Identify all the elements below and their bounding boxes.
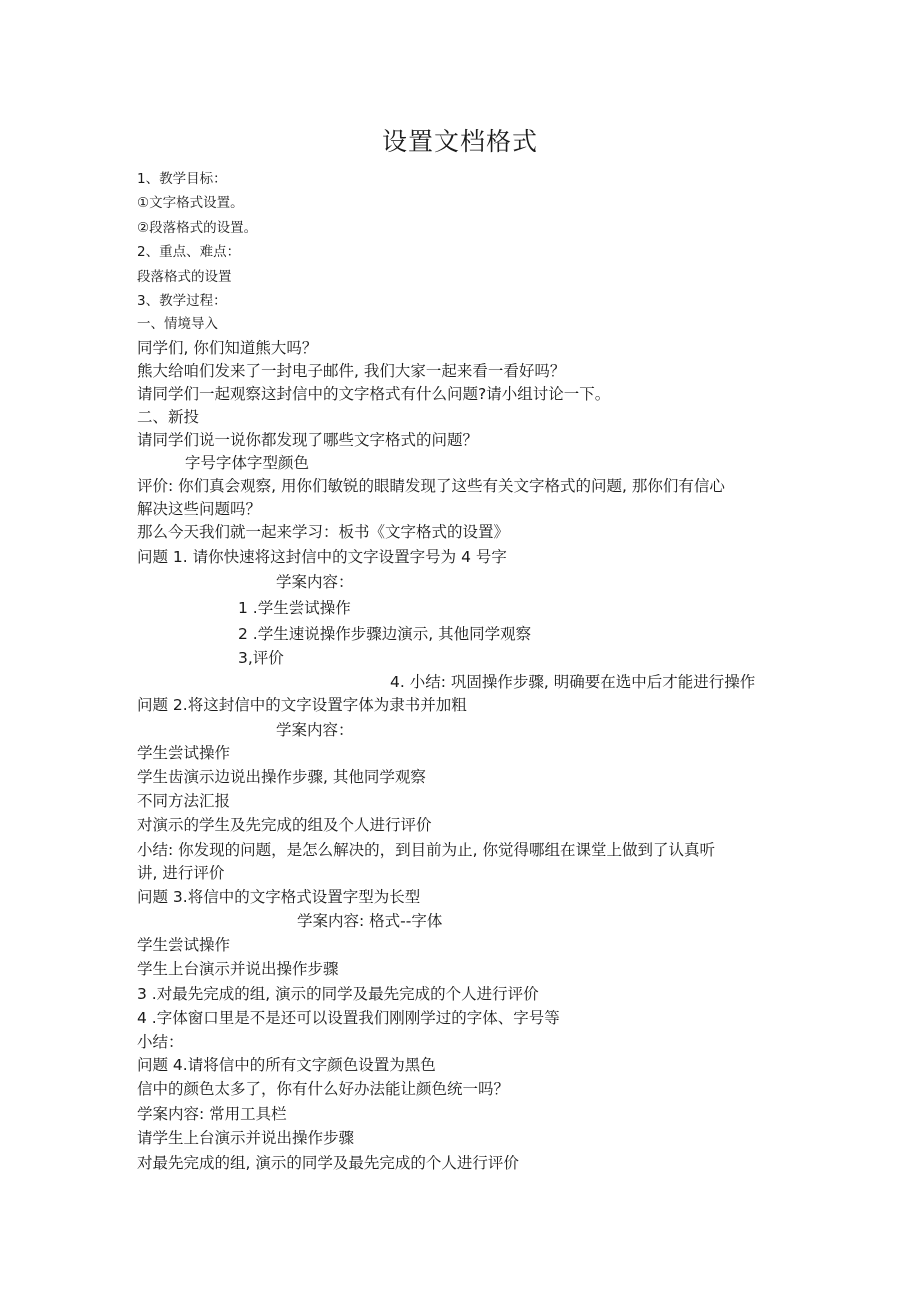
line-text: 同学们, 你们知道熊大吗？: [137, 339, 318, 357]
line-question-2: 问题 2.将这封信中的文字设置字体为隶书并加粗: [137, 696, 467, 714]
line-study-plan: 学案内容: 常用工具栏: [137, 1105, 287, 1123]
line-text: 信中的颜色太多了，你有什么好办法能让颜色统一吗？: [137, 1080, 510, 1098]
line-text: 学生尝试操作: [137, 744, 231, 762]
line-text: 熊大给咱们发来了一封电子邮件, 我们大家一起来看一看好吗？: [137, 362, 566, 380]
line-question-4: 问题 4.请将信中的所有文字颜色设置为黑色: [137, 1056, 436, 1074]
line-study-plan: 学案内容：: [276, 721, 354, 739]
document-title: 设置文档格式: [381, 127, 538, 156]
line-text: 学生尝试操作: [137, 936, 231, 954]
line-section-2: 二、新投: [137, 408, 200, 426]
line-study-plan: 学案内容: 格式--字体: [297, 912, 443, 930]
line-objective-2: ②段落格式的设置。: [137, 220, 258, 236]
line-text: 字号字体字型颜色: [185, 454, 310, 472]
line-study-plan: 学案内容：: [276, 573, 354, 591]
line-step: 3 .对最先完成的组, 演示的同学及最先完成的个人进行评价: [137, 985, 539, 1003]
line-step: 1 .学生尝试操作: [238, 599, 351, 617]
line-summary: 小结：: [137, 1033, 184, 1051]
line-objective-1: ①文字格式设置。: [137, 195, 244, 211]
line-summary: 4. 小结: 巩固操作步骤, 明确要在选中后才能进行操作: [390, 673, 756, 691]
line-text: 学生上台演示并说出操作步骤: [137, 960, 339, 978]
line-objectives-heading: 1、教学目标：: [137, 171, 227, 187]
line-text: 学生齿演示边说出操作步骤, 其他同学观察: [137, 768, 426, 786]
line-text: 小结: 你发现的问题，是怎么解决的，到目前为止, 你觉得哪组在课堂上做到了认真听: [137, 841, 716, 859]
line-text: 评价: 你们真会观察, 用你们敏锐的眼睛发现了这些有关文字格式的问题, 那你们有信心: [137, 477, 725, 495]
line-text: 那么今天我们就一起来学习：板书《文字格式的设置》: [137, 523, 510, 541]
line-text: 解决这些问题吗？: [137, 500, 262, 518]
line-text: 对演示的学生及先完成的组及个人进行评价: [137, 816, 432, 834]
line-step: 3,评价: [238, 649, 284, 667]
line-process-heading: 3、教学过程：: [137, 293, 227, 309]
line-text: 不同方法汇报: [137, 792, 231, 810]
line-step: 2 .学生速说操作步骤边演示, 其他同学观察: [238, 625, 532, 643]
line-step: 4 .字体窗口里是不是还可以设置我们刚刚学过的字体、字号等: [137, 1009, 560, 1027]
line-text: 请同学们一起观察这封信中的文字格式有什么问题?请小组讨论一下。: [137, 385, 611, 403]
line-keypoints-heading: 2、重点、难点：: [137, 244, 241, 260]
line-text: 请学生上台演示并说出操作步骤: [137, 1129, 355, 1147]
line-section-1: 一、情境导入: [137, 316, 218, 332]
line-text: 讲, 进行评价: [137, 864, 225, 882]
line-keypoint: 段落格式的设置: [137, 269, 232, 285]
line-question-3: 问题 3.将信中的文字格式设置字型为长型: [137, 888, 421, 906]
line-text: 请同学们说一说你都发现了哪些文字格式的问题？: [137, 431, 479, 449]
line-text: 对最先完成的组, 演示的同学及最先完成的个人进行评价: [137, 1154, 519, 1172]
line-question-1: 问题 1. 请你快速将这封信中的文字设置字号为 4 号字: [137, 548, 507, 566]
